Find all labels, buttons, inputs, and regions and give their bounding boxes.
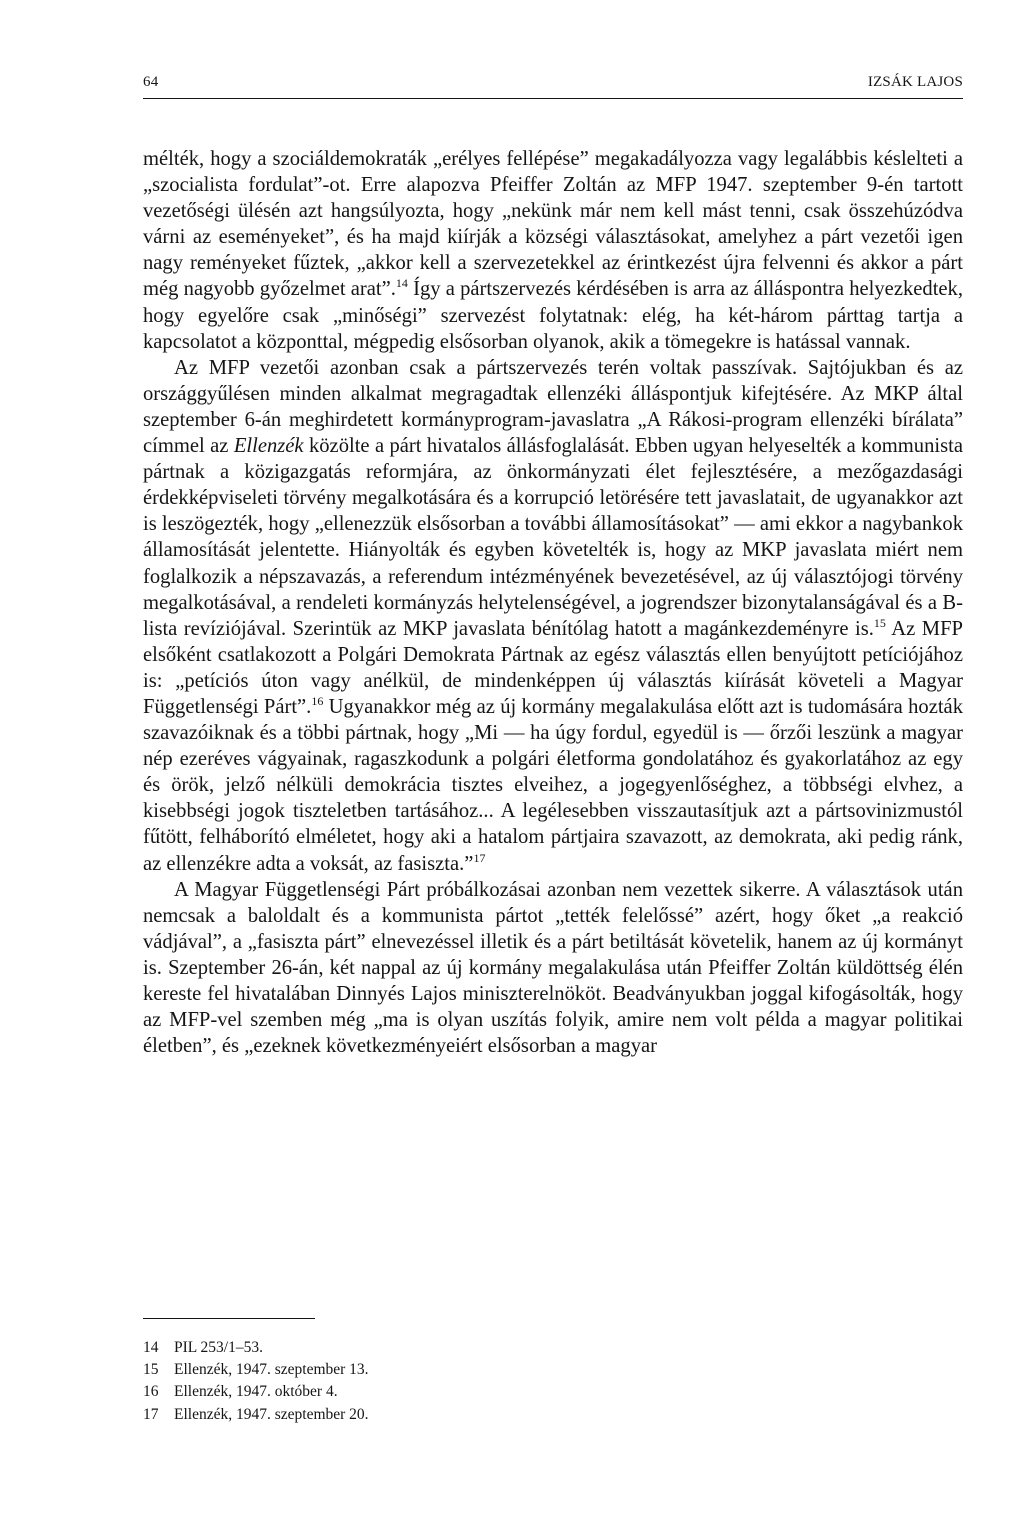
footnote-rule bbox=[143, 1318, 315, 1319]
paragraph bbox=[143, 877, 963, 1060]
footnote-text: PIL 253/1–53. bbox=[174, 1339, 263, 1356]
footnote-number: 15 bbox=[143, 1361, 159, 1379]
footnote bbox=[143, 1337, 963, 1359]
footnote-number: 16 bbox=[143, 1383, 159, 1401]
footnote-number: 14 bbox=[143, 1339, 159, 1356]
text-run: A Magyar Függetlenségi Párt próbálkozásai azonban nem vezettek sikerre. A választások után nemcsak a baloldalt és a kommunista pártot „tették felelőssé” azért, hogy őket „a reakció vádjával”, a „fasiszta párt” elnevezéssel illetik és a párt betiltását követelik, hanem az új kormányt is. Szeptember 26-án, két nappal az új kormány megalakulása után Pfeiffer Zoltán küldöttség élén kereste fel hivatalában Dinnyés Lajos miniszterelnököt. Beadványukban joggal kifogásolták, hogy az MFP-vel szemben még „ma is olyan uszítás folyik, amire nem volt példa a magyar politikai életben”, és „ezeknek következményeiért elsősorban a magyar bbox=[143, 878, 963, 1058]
header-rule bbox=[143, 98, 963, 99]
text-run: közölte a párt hivatalos állásfoglalását. Ebben ugyan helyeselték a kommunista pártnak a közigazgatás reformjára, az önkormányzati élet fejlesztésére, a mezőgazdasági érdekképviseleti törvény megalkotására és a korrupció letörésére tett javaslatait, de ugyanakkor azt is leszögezték, hogy „ellenezzük elsősorban a további államosításokat” — ami ekkor a nagybankok államosítását jelentette. Hiányolták és egyben követelték is, hogy az MKP javaslata miért nem foglalkozik a népszavazás, a referendum intézményének bevezetésével, az új választójogi törvény megalkotásával, a rendeleti kormányzás helytelenségével, a jogrendszer bizonytalanságával és a B-lista revíziójával. Szerintük az MKP javaslata bénítólag hatott a magánkezdeményre is. bbox=[143, 435, 963, 640]
footnote bbox=[143, 1381, 963, 1403]
text-run: Az MFP vezetői azonban csak a pártszervezés terén voltak passzívak. Sajtójukban és az országgyűlésen minden alkalmat megragadtak ellenzéki álláspontjuk kifejtésére. Az MKP által szeptember 6-án meghirdetett kormányprogram-javaslatra „A Rákosi-program ellenzéki bírálata” címmel az bbox=[143, 356, 963, 458]
footnote-reference: 16 bbox=[311, 694, 324, 709]
footnote bbox=[143, 1359, 963, 1381]
running-head bbox=[143, 74, 963, 100]
footnotes bbox=[143, 1337, 963, 1426]
text-run: Ugyanakkor még az új kormány megalakulása előtt azt is tudomására hozták szavazóiknak és a többi pártnak, hogy „Mi — ha úgy fordul, egyedül is — őrzői leszünk a magyar nép ezeréves vágyainak, ragaszkodunk a polgári életforma gondolatához és gyakorlatához az egy és örök, jelző nélküli demokrácia tisztes elveihez, a jogegyenlőséghez, a többségi elvhez, a kisebbségi jogok tiszteletben tartásához... A legélesebben visszautasítjuk azt a pártsovinizmustól fűtött, felháborító elméletet, hogy aki a hatalom pártjaira szavazott, az demokrata, aki pedig ránk, az ellenzékre adta a voksát, az fasiszta.” bbox=[143, 695, 963, 875]
footnote-text: Ellenzék, 1947. szeptember 20. bbox=[174, 1405, 369, 1423]
footnote-text: Ellenzék, 1947. október 4. bbox=[174, 1383, 338, 1401]
footnote-reference: 17 bbox=[473, 850, 486, 865]
body-text bbox=[143, 146, 963, 1059]
italic-title: Ellenzék bbox=[233, 435, 304, 458]
footnote-reference: 15 bbox=[873, 615, 886, 630]
footnote-number: 17 bbox=[143, 1405, 159, 1423]
running-head-author: IZSÁK LAJOS bbox=[867, 74, 963, 90]
page-number: 64 bbox=[143, 74, 159, 90]
text-run: Az MFP elsőként csatlakozott a Polgári Demokrata Pártnak az egész választás ellen benyújtott petíciójához is: „petíciós úton vagy anélkül, de mindenképpen új választás kiírását követeli a Magyar Függetlenségi Párt”. bbox=[143, 617, 963, 718]
text-run: mélték, hogy a szociáldemokraták „erélyes fellépése” megakadályozza vagy legalábbis késlelteti a „szocialista fordulat”-ot. Erre alapozva Pfeiffer Zoltán az MFP 1947. szeptember 9-én tartott vezetőségi ülésén azt hangsúlyozta, hogy „nekünk már nem kell mást tenni, csak összehúzódva várni az eseményeket”, és ha majd kiírják a községi választásokat, amelyhez a párt vezetői igen nagy reményeket fűztek, „akkor kell a szervezetekkel az érintkezést újra felvenni és akkor a párt még nagyobb győzelmet arat”. bbox=[143, 148, 963, 301]
footnote-reference: 14 bbox=[395, 276, 408, 291]
text-run: Így a pártszervezés kérdésében is arra az álláspontra helyezkedtek, hogy egyelőre csak „minőségi” szervezést folytatnak: elég, ha két-három párttag tartja a kapcsolatot a központtal, mégpedig elsősorban olyanok, akik a tömegekre is hatással vannak. bbox=[143, 278, 964, 353]
footnote-text: Ellenzék, 1947. szeptember 13. bbox=[174, 1361, 369, 1379]
paragraph bbox=[143, 355, 963, 877]
paragraph bbox=[143, 146, 963, 355]
footnote bbox=[143, 1404, 963, 1426]
